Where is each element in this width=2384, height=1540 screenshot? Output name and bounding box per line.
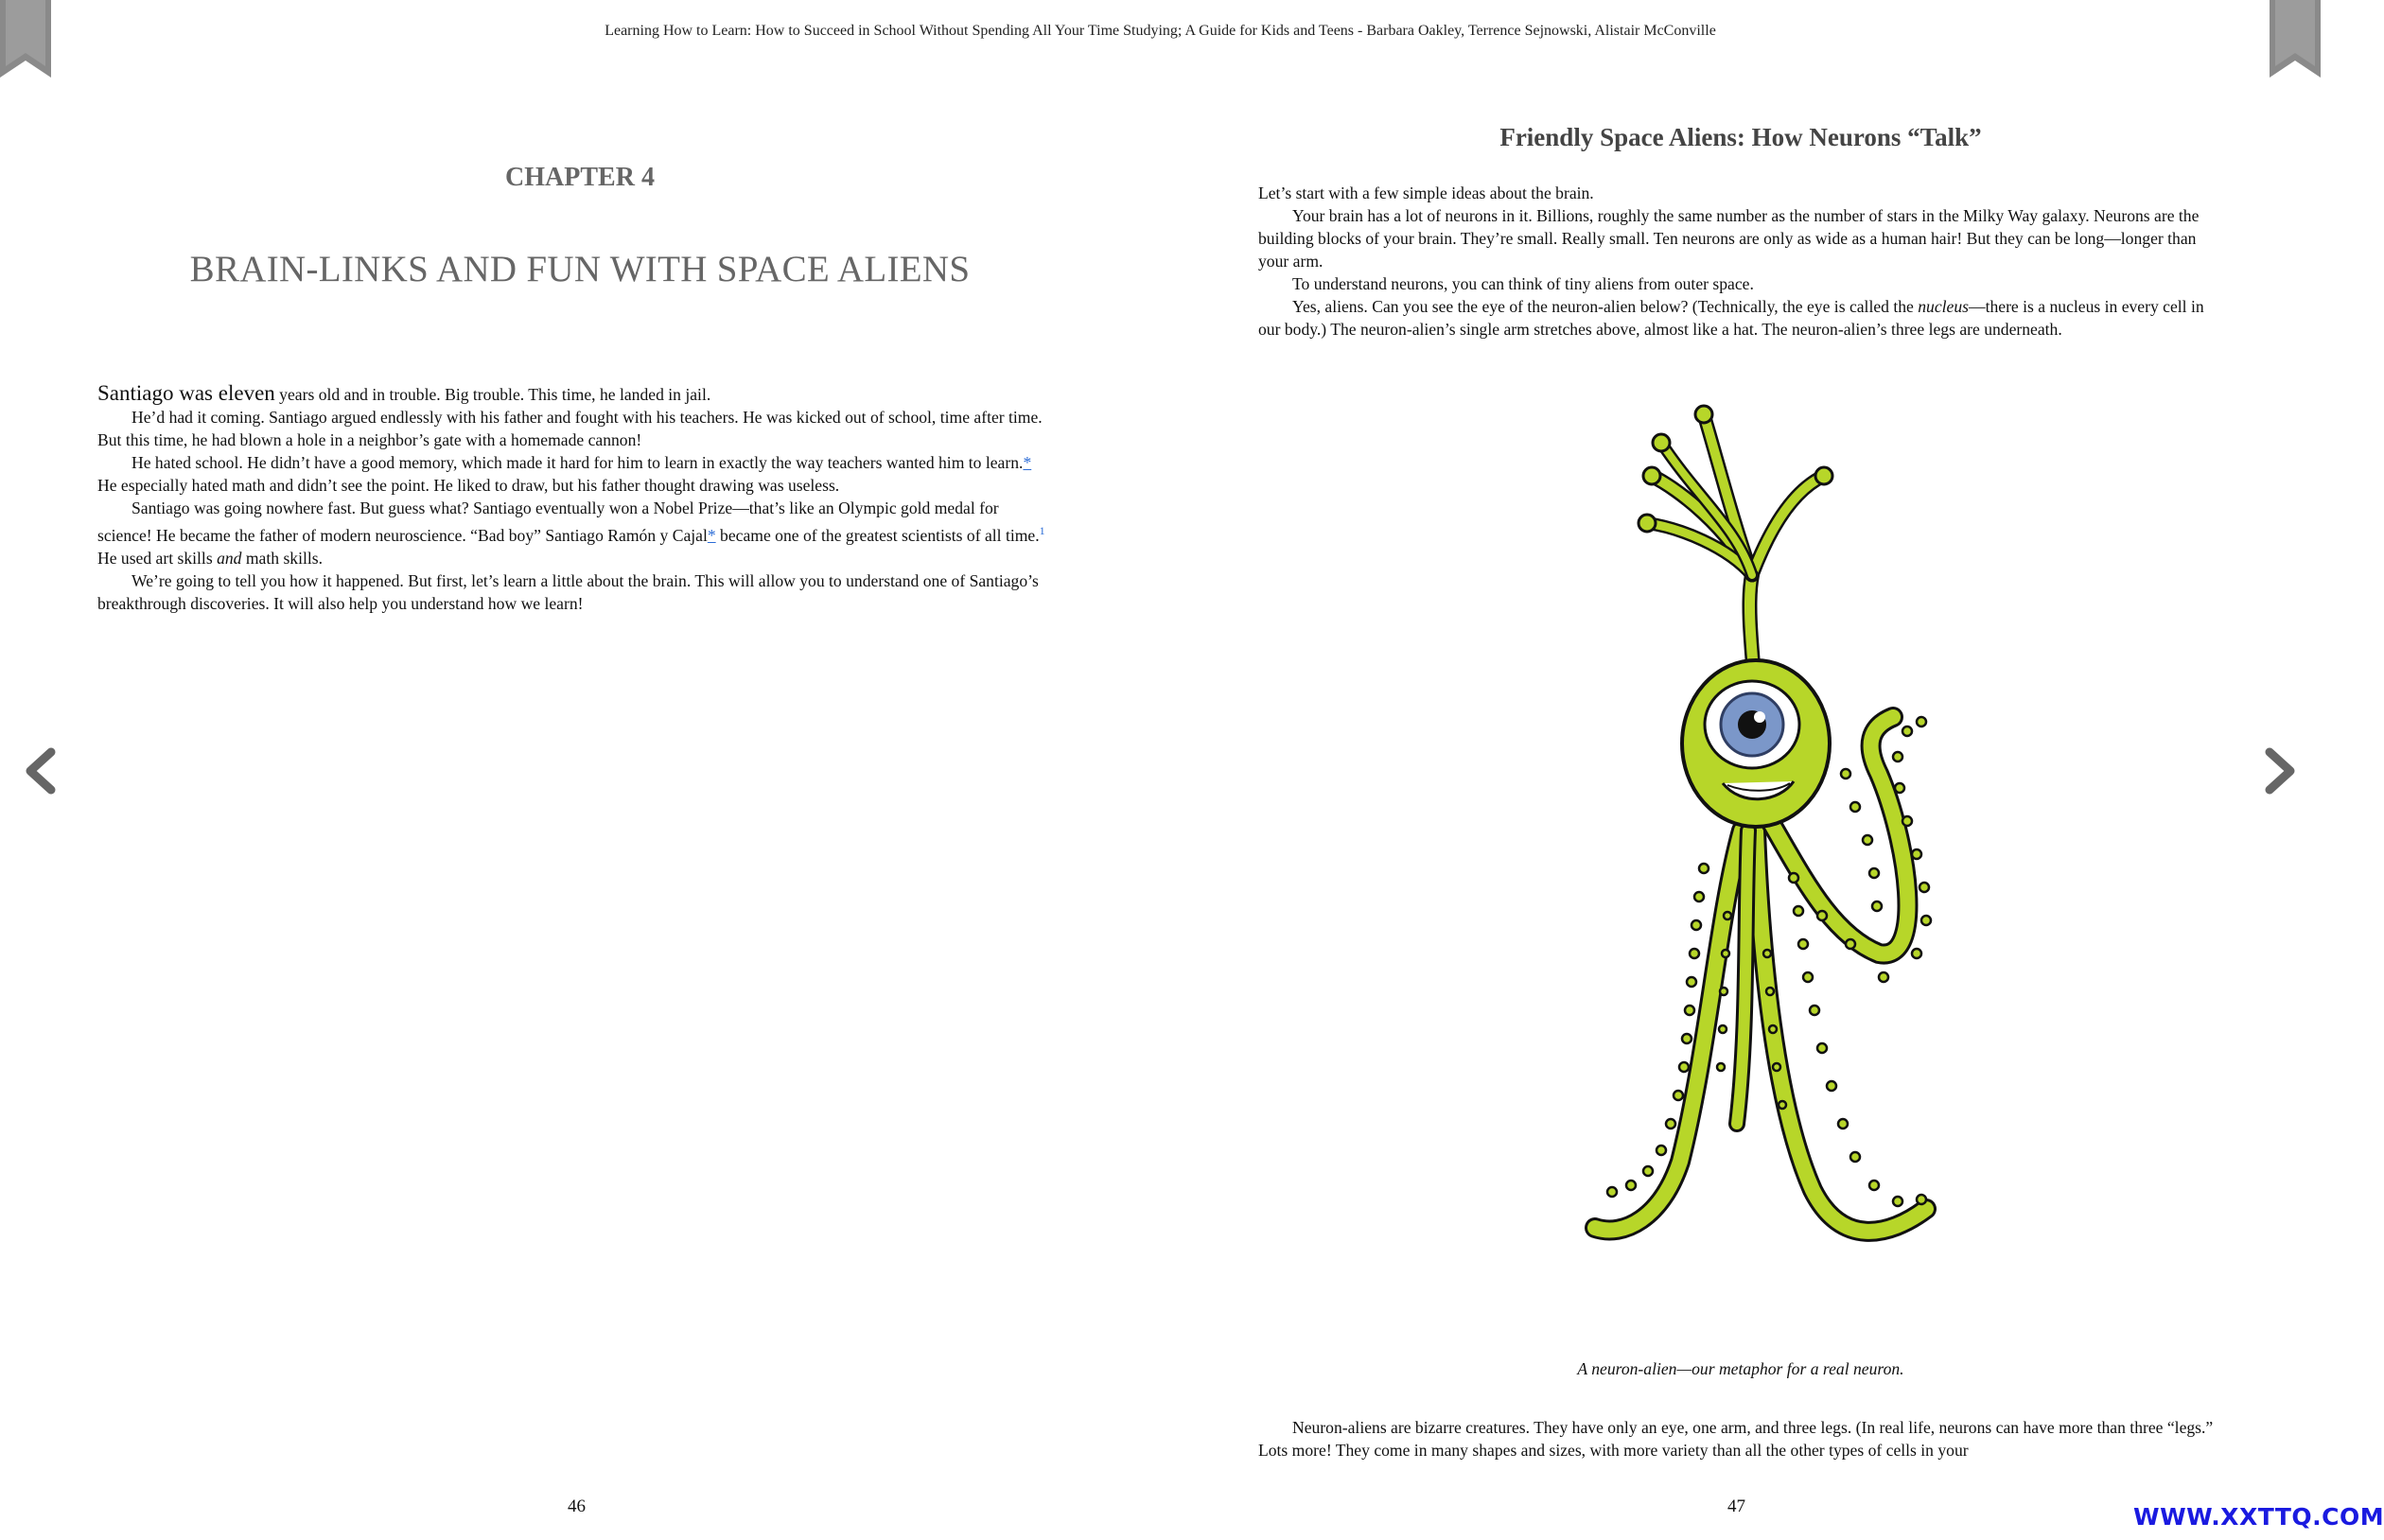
chapter-body: [97, 382, 1051, 615]
section-body: [1258, 182, 2223, 341]
book-title-header: Learning How to Learn: How to Succeed in School Without Spending All Your Time Studying; A Guide for Kids and Teens - Barbara Oakley, Terrence Sejnowski, Alistair McConville: [605, 23, 1716, 39]
site-watermark: WWW.XXTTQ.COM: [2133, 1503, 2384, 1531]
left-page: [0, 0, 1160, 1540]
chapter-label: CHAPTER 4: [505, 163, 655, 192]
paragraph: Neuron-aliens are bizarre creatures. They have only an eye, one arm, and three legs. (In real life, neurons can have more than three “legs.” Lots more! They come in many shapes and sizes, with more variety than all the other types of cells in your: [1258, 1418, 2214, 1460]
endnote-link[interactable]: 1: [1039, 524, 1045, 537]
paragraph: To understand neurons, you can think of tiny aliens from outer space.: [1292, 274, 1754, 293]
chapter-title: BRAIN-LINKS AND FUN WITH SPACE ALIENS: [189, 249, 971, 289]
footnote-link[interactable]: *: [1023, 453, 1032, 472]
page-number: 46: [568, 1496, 586, 1516]
figure-caption: A neuron-alien—our metaphor for a real neuron.: [1577, 1359, 1904, 1378]
footnote-link[interactable]: *: [707, 525, 716, 545]
drop-lead: Santiago was eleven: [97, 381, 275, 405]
paragraph: Yes, aliens. Can you see the eye of the neuron-alien below? (Technically, the eye is called the nucleus—there is a nucleus in every cell in our body.) The neuron-alien’s single arm stretches above, almost like a hat. The neuron-alien’s three legs are underneath.: [1258, 297, 2204, 339]
page-number: 47: [1727, 1496, 1745, 1516]
neuron-alien-illustration: [1567, 386, 1964, 1313]
paragraph: Santiago was eleven years old and in trouble. Big trouble. This time, he landed in jail.: [97, 381, 711, 405]
paragraph: He hated school. He didn’t have a good memory, which made it hard for him to learn in exactly the way teachers wanted him to learn.* He especially hated math and didn’t see the point. He liked to draw, but his father thought drawing was useless.: [97, 453, 1032, 495]
paragraph: Santiago was going nowhere fast. But guess what? Santiago eventually won a Nobel Prize—that’s like an Olympic gold medal for science! He became the father of modern neuroscience. “Bad boy” Santiago Ramón y Cajal* became one of the greatest scientists of all time.$^1$ He used art skills and math skills.: [97, 499, 1045, 568]
right-page: [1160, 0, 2321, 1540]
section-body-continued: [1258, 1416, 2223, 1461]
paragraph: He’d had it coming. Santiago argued endlessly with his father and fought with his teachers. He was kicked out of school, time after time. But this time, he had blown a hole in a neighbor’s gate with a homemade cannon!: [97, 408, 1043, 449]
paragraph: Let’s start with a few simple ideas about the brain.: [1258, 184, 1594, 202]
section-title: Friendly Space Aliens: How Neurons “Talk”: [1499, 123, 1982, 151]
paragraph: Your brain has a lot of neurons in it. Billions, roughly the same number as the number of stars in the Milky Way galaxy. Neurons are the building blocks of your brain. They’re small. Really small. Ten neurons are only as wide as a human hair! But they can be long—longer than your arm.: [1258, 206, 2200, 271]
paragraph: We’re going to tell you how it happened. But first, let’s learn a little about the brain. This will allow you to understand one of Santiago’s breakthrough discoveries. It will also help you understand how we learn!: [97, 570, 1039, 613]
